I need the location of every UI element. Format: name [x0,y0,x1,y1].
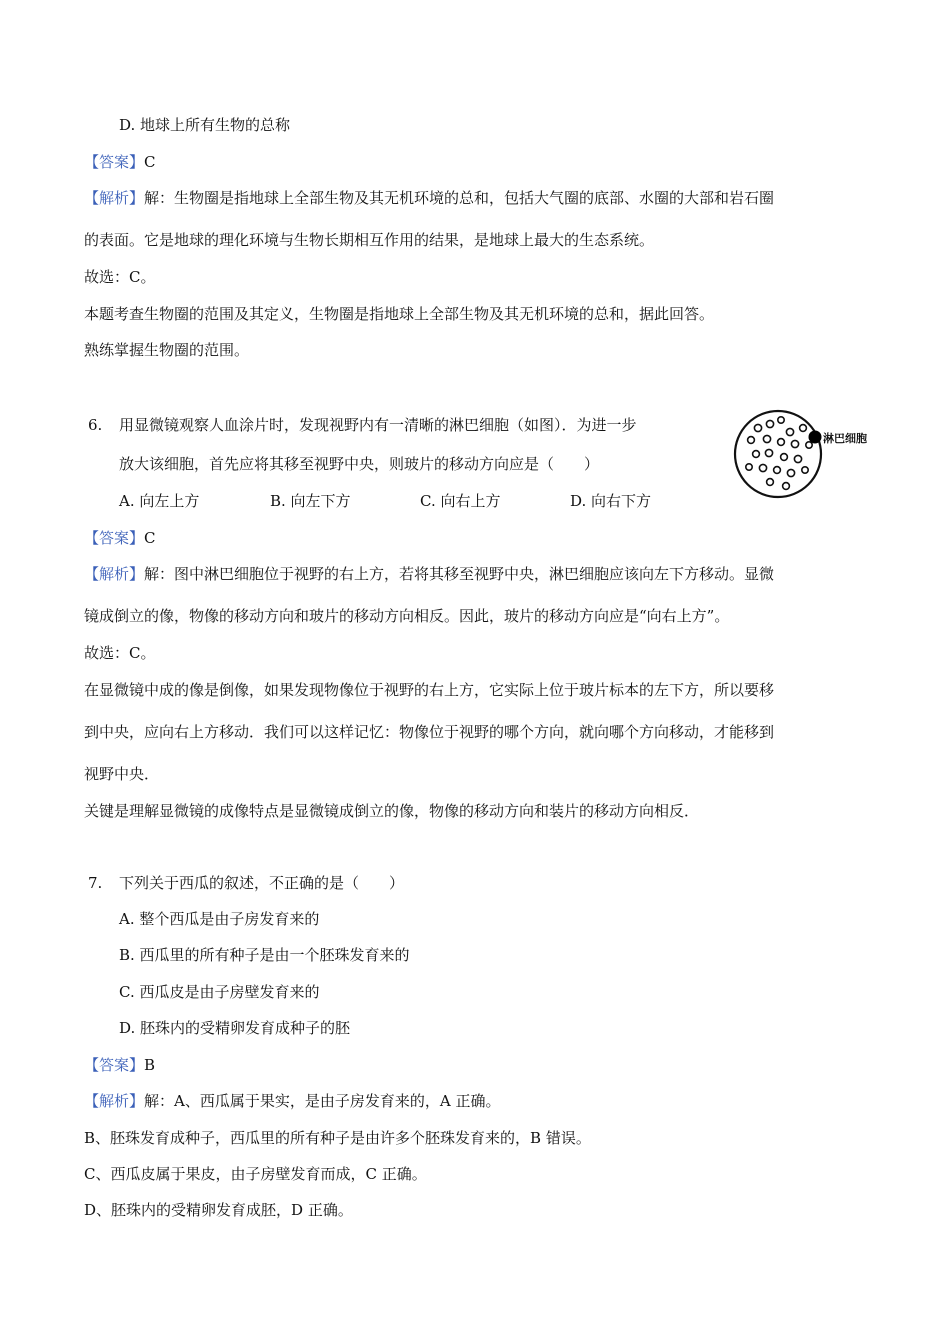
q7-option-a: A. 整个西瓜是由子房发育来的 [119,910,320,928]
q7-option-d: D. 胚珠内的受精卵发育成种子的胚 [119,1019,351,1037]
field-of-view-circle [735,411,821,497]
q6-option-b: B. 向左下方 [270,492,351,510]
q7-analysis-line3: C、西瓜皮属于果皮，由子房壁发育而成，C 正确。 [84,1165,427,1183]
q5-answer-line [84,155,156,170]
q6-answer-line [84,531,156,546]
q5-note1: 本题考查生物圈的范围及其定义，生物圈是指地球上全部生物及其无机环境的总和，据此回答。 [84,305,715,323]
q6-note3: 视野中央． [84,765,160,783]
q7-analysis-line2: B、胚珠发育成种子，西瓜里的所有种子是由许多个胚珠发育来的，B 错误。 [84,1129,591,1147]
q6-analysis-line2: 镜成倒立的像，物像的移动方向和玻片的移动方向相反。因此，玻片的移动方向应是“向右上方”。 [84,607,730,625]
q6-option-c: C. 向右上方 [420,492,501,510]
q5-choice: 故选：C。 [84,268,156,286]
blood-cells [746,417,812,490]
q7-number: 7. [88,874,103,892]
q6-note1: 在显微镜中成的像是倒像，如果发现物像位于视野的右上方，它实际上位于玻片标本的左下方，所以要移 [84,681,775,699]
q7-analysis-line1: 【解析】解：A、西瓜属于果实，是由子房发育来的，A 正确。 [84,1092,501,1110]
q6-stem-line1: 用显微镜观察人血涂片时，发现视野内有一清晰的淋巴细胞（如图）．为进一步 [119,416,637,434]
q7-option-b: B. 西瓜里的所有种子是由一个胚珠发育来的 [119,946,410,964]
q7-option-c: C. 西瓜皮是由子房壁发育来的 [119,983,320,1001]
q5-note2: 熟练掌握生物圈的范围。 [84,341,250,359]
analysis-label: 【解析】 [84,565,145,583]
q7-stem: 下列关于西瓜的叙述，不正确的是（ ） [119,874,405,892]
q6-number: 6. [88,416,103,434]
q7-answer: B [144,1056,156,1074]
figure-label: 淋巴细胞 [823,432,867,445]
answer-label: 【答案】 [84,1056,145,1074]
q6-analysis-line1: 【解析】解：图中淋巴细胞位于视野的右上方，若将其移至视野中央，淋巴细胞应该向左下方移动。显微 [84,565,775,583]
q6-choice: 故选：C。 [84,644,156,662]
q7-answer-line [84,1058,155,1073]
q6-answer: C [144,529,156,547]
q5-analysis-line2: 的表面。它是地球的理化环境与生物长期相互作用的结果，是地球上最大的生态系统。 [84,231,655,249]
q5-option-d: D. 地球上所有生物的总称 [119,116,291,134]
lymphocyte-cell [809,431,822,444]
q7-analysis-line4: D、胚珠内的受精卵发育成胚，D 正确。 [84,1201,353,1219]
answer-label: 【答案】 [84,529,145,547]
analysis-label: 【解析】 [84,189,145,207]
microscope-field-figure [732,406,882,502]
q6-option-a: A. 向左上方 [119,492,200,510]
q5-answer: C [144,153,156,171]
analysis-label: 【解析】 [84,1092,145,1110]
q6-option-d: D. 向右下方 [570,492,652,510]
q6-note2: 到中央，应向右上方移动．我们可以这样记忆：物像位于视野的哪个方向，就向哪个方向移动，才能移到 [84,723,775,741]
answer-label: 【答案】 [84,153,145,171]
q6-stem-line2: 放大该细胞，首先应将其移至视野中央，则玻片的移动方向应是（ ） [119,455,600,473]
q6-note4: 关键是理解显微镜的成像特点是显微镜成倒立的像，物像的移动方向和装片的移动方向相反． [84,802,700,820]
q5-analysis-line1: 【解析】解：生物圈是指地球上全部生物及其无机环境的总和，包括大气圈的底部、水圈的大部和岩石圈 [84,189,775,207]
